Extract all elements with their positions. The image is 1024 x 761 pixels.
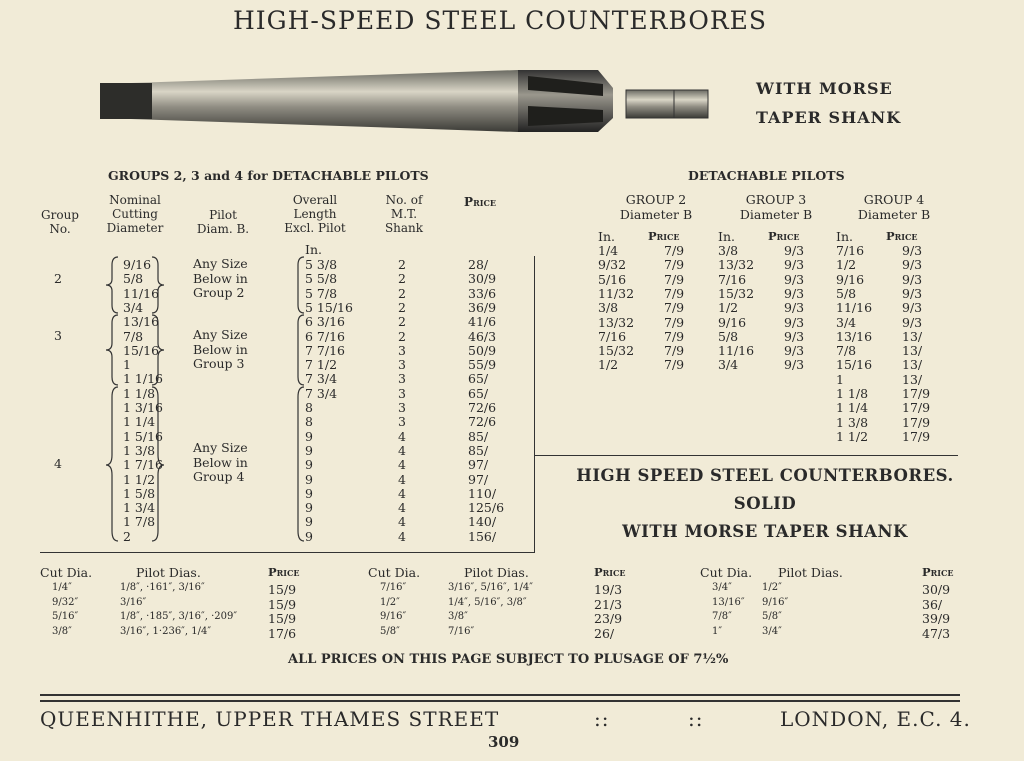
row-overall-length: 5 3/8 — [305, 257, 338, 272]
solid-title-2: SOLID — [733, 494, 797, 513]
pilot-diameter: 15/16 — [836, 357, 873, 373]
pilot-diameter: 15/32 — [598, 343, 635, 359]
row-price: 41/6 — [468, 314, 497, 330]
pilot-diameter: 9/32 — [598, 257, 627, 273]
pilot-price: 7/9 — [664, 271, 685, 287]
solid-pilot-diameters: 3/16″, 5/16″, 1/4″ — [448, 582, 533, 593]
col-header-nominal: Nominal Cutting Diameter — [106, 193, 164, 235]
row-shank-number: 2 — [398, 328, 406, 344]
detachable-pilot — [626, 90, 708, 118]
row-price: 65/ — [468, 385, 489, 401]
solid-header-pilot: Pilot Dias. — [778, 565, 843, 580]
row-overall-length: 7 1/2 — [305, 357, 338, 373]
row-cutting-diameter: 15/16 — [123, 342, 160, 358]
pilot-diameter: 9/16 — [718, 314, 747, 330]
solid-pilot-diameters: 1/2″ — [762, 582, 782, 593]
group-label-3: 3 — [54, 328, 62, 343]
pilot-price: 13/ — [902, 357, 923, 373]
solid-cut-diameter: 7/16″ — [380, 582, 407, 593]
pilot-diameter: 5/16 — [598, 271, 627, 287]
page-number: 309 — [488, 733, 520, 751]
row-overall-length: 9 — [305, 485, 313, 501]
row-cutting-diameter: 3/4 — [123, 299, 144, 315]
footer-address: QUEENHITHE, UPPER THAMES STREET — [40, 707, 500, 731]
col-header-overall: Overall Length Excl. Pilot — [284, 193, 346, 235]
row-overall-length: 5 7/8 — [305, 285, 338, 301]
group-label-4: 4 — [54, 456, 62, 471]
solid-price: 19/3 — [594, 582, 623, 597]
solid-price: 39/9 — [922, 611, 951, 627]
pilot-diameter: 3/8 — [598, 300, 619, 316]
row-overall-length: 5 5/8 — [305, 271, 338, 287]
pilot-price: 9/3 — [902, 285, 923, 301]
pilot-diameter: 9/16 — [836, 271, 865, 287]
shank-tang — [100, 83, 152, 119]
solid-price: 26/ — [594, 625, 615, 641]
pilot-price: 9/3 — [784, 285, 805, 301]
row-shank-number: 3 — [398, 371, 406, 387]
solid-cut-diameter: 7/8″ — [712, 611, 732, 623]
row-shank-number: 4 — [398, 457, 406, 473]
solid-price: 15/9 — [268, 582, 297, 597]
pilot-diameter: 1 1/8 — [836, 386, 869, 401]
row-shank-number: 4 — [398, 528, 406, 544]
pilot-diameter: 7/8 — [836, 343, 857, 359]
solid-price: 15/9 — [268, 596, 297, 612]
solid-price: 30/9 — [922, 582, 951, 597]
pilot-diameter: 1 — [836, 371, 844, 387]
row-cutting-diameter: 1 1/4 — [123, 414, 156, 430]
row-overall-length: 9 — [305, 528, 313, 544]
pilot-diameter: 1/4 — [598, 243, 619, 258]
row-price: 97/ — [468, 457, 489, 473]
row-shank-number: 4 — [398, 442, 406, 458]
pilot-price: 7/9 — [664, 243, 685, 258]
solid-header-price: Price — [922, 565, 954, 579]
pilot-price: 9/3 — [784, 343, 805, 359]
pilot-diameter: 13/32 — [718, 257, 755, 273]
row-cutting-diameter: 1 1/8 — [123, 385, 156, 401]
row-cutting-diameter: 11/16 — [123, 285, 160, 301]
row-shank-number: 3 — [398, 357, 406, 373]
row-shank-number: 2 — [398, 271, 406, 287]
pilot-price: 7/9 — [664, 343, 685, 359]
row-price: 30/9 — [468, 271, 497, 287]
row-price: 97/ — [468, 471, 489, 487]
solid-pilot-diameters: 1/8″, ·161″, 3/16″ — [120, 582, 205, 593]
page-title: HIGH-SPEED STEEL COUNTERBORES — [232, 6, 768, 35]
pilot-group-subtitle: Diameter B — [857, 207, 931, 222]
counterbore-illustration — [98, 66, 718, 138]
pilot-diameter: 5/8 — [836, 285, 857, 301]
pilot-price-header: Price — [768, 229, 800, 243]
row-shank-number: 2 — [398, 257, 406, 272]
row-shank-number: 2 — [398, 299, 406, 315]
solid-cut-diameter: 9/16″ — [380, 611, 407, 623]
pilot-diameter: 1/2 — [598, 357, 619, 373]
row-overall-length: 9 — [305, 428, 313, 444]
solid-cut-diameter: 1″ — [712, 625, 723, 637]
solid-price: 23/9 — [594, 611, 623, 627]
row-price: 65/ — [468, 371, 489, 387]
row-shank-number: 3 — [398, 414, 406, 430]
row-overall-length: 9 — [305, 442, 313, 458]
solid-cut-diameter: 9/32″ — [52, 596, 79, 608]
row-overall-length: 8 — [305, 414, 313, 430]
solid-price: 15/9 — [268, 611, 297, 627]
row-cutting-diameter: 1 7/8 — [123, 514, 156, 530]
solid-header-pilot: Pilot Dias. — [464, 565, 529, 580]
solid-pilot-diameters: 9/16″ — [762, 596, 789, 608]
row-price: 55/9 — [468, 357, 497, 373]
pilot-diameter: 1 1/4 — [836, 400, 869, 416]
group-label-2: 2 — [54, 271, 62, 286]
table-divider-vertical — [534, 256, 535, 552]
row-price: 85/ — [468, 442, 489, 458]
row-cutting-diameter: 1 3/8 — [123, 442, 156, 458]
row-cutting-diameter: 13/16 — [123, 314, 160, 330]
solid-header-cut: Cut Dia. — [700, 565, 753, 580]
row-shank-number: 4 — [398, 514, 406, 530]
pilot-diameter: 7/16 — [598, 328, 627, 344]
pilot-group-title: GROUP 3 — [745, 192, 807, 207]
row-shank-number: 3 — [398, 400, 406, 415]
row-price: 110/ — [468, 485, 497, 501]
pilot-price-header: Price — [886, 229, 918, 243]
inch-unit: In. — [305, 242, 322, 257]
solid-pilot-diameters: 7/16″ — [448, 625, 475, 637]
pilot-diameter: 3/4 — [718, 357, 739, 373]
solid-cut-diameter: 5/8″ — [380, 625, 400, 637]
pilot-diameter: 1 3/8 — [836, 414, 869, 430]
pilot-price: 9/3 — [784, 243, 805, 258]
col-header-price: Price — [464, 195, 496, 209]
pilot-price: 9/3 — [784, 357, 805, 373]
pilot-group-title: GROUP 4 — [863, 192, 925, 207]
solid-cut-diameter: 3/4″ — [712, 582, 732, 593]
pilot-diameter: 1/2 — [718, 300, 739, 316]
plusage-note: ALL PRICES ON THIS PAGE SUBJECT TO PLUSAGE OF 7½% — [288, 652, 729, 667]
pilot-price: 9/3 — [902, 300, 923, 316]
shank-caption-2: TAPER SHANK — [756, 108, 902, 127]
pilot-group-title: GROUP 2 — [625, 192, 687, 207]
pilot-price-header: Price — [648, 229, 680, 243]
row-price: 140/ — [468, 514, 497, 530]
row-price: 85/ — [468, 428, 489, 444]
pilot-diameter: 11/16 — [718, 343, 755, 359]
row-price: 28/ — [468, 257, 489, 272]
pilot-diameter: 1/2 — [836, 257, 857, 273]
footer-rule-2 — [40, 700, 960, 702]
row-price: 72/6 — [468, 414, 497, 430]
row-cutting-diameter: 1 1/16 — [123, 371, 163, 387]
row-cutting-diameter: 7/8 — [123, 328, 144, 344]
pilot-price: 9/3 — [902, 271, 923, 287]
solid-pilot-diameters: 1/4″, 5/16″, 3/8″ — [448, 596, 527, 608]
row-cutting-diameter: 1 5/8 — [123, 485, 156, 501]
solid-cut-diameter: 5/16″ — [52, 611, 79, 623]
pilot-diameter: 1 1/2 — [836, 428, 869, 444]
taper-shank — [102, 70, 518, 132]
row-overall-length: 9 — [305, 500, 313, 516]
col-header-pilot: Pilot Diam. B. — [196, 208, 250, 236]
pilot-diameter: 15/32 — [718, 285, 755, 301]
solid-price: 47/3 — [922, 625, 951, 641]
solid-cut-diameter: 3/8″ — [52, 625, 72, 637]
pilot-price: 7/9 — [664, 314, 685, 330]
row-price: 36/9 — [468, 299, 497, 315]
pilot-price: 7/9 — [664, 328, 685, 344]
solid-price: 36/ — [922, 596, 943, 612]
solid-pilot-diameters: 1/8″, ·185″, 3/16″, ·209″ — [120, 611, 238, 623]
footer-city: LONDON, E.C. 4. — [780, 707, 971, 731]
pilot-price: 17/9 — [902, 414, 931, 430]
pilot-price: 9/3 — [784, 271, 805, 287]
solid-cut-diameter: 1/2″ — [380, 596, 400, 608]
pilot-price: 13/ — [902, 328, 923, 344]
solid-box-top — [534, 455, 958, 456]
solid-cut-diameter: 1/4″ — [52, 582, 72, 593]
row-cutting-diameter: 2 — [123, 528, 131, 544]
row-overall-length: 6 7/16 — [305, 328, 345, 344]
row-cutting-diameter: 1 5/16 — [123, 428, 163, 444]
row-overall-length: 9 — [305, 471, 313, 487]
pilot-price: 9/3 — [784, 328, 805, 344]
row-shank-number: 4 — [398, 500, 406, 516]
row-cutting-diameter: 1 3/4 — [123, 500, 156, 516]
solid-header-cut: Cut Dia. — [368, 565, 421, 580]
pilot-diameter: 13/32 — [598, 314, 635, 330]
row-cutting-diameter: 1 1/2 — [123, 471, 156, 487]
pilot-note-group-2: Any Size Below in Group 2 — [193, 256, 248, 300]
pilot-diameter: 11/32 — [598, 285, 635, 301]
table-divider-bottom — [40, 552, 535, 553]
pilot-price: 9/3 — [784, 257, 805, 273]
row-overall-length: 7 3/4 — [305, 371, 338, 387]
row-overall-length: 5 15/16 — [305, 299, 353, 315]
row-shank-number: 3 — [398, 385, 406, 401]
row-overall-length: 7 7/16 — [305, 342, 345, 358]
solid-pilot-diameters: 3/16″ — [120, 596, 147, 608]
groups-heading: GROUPS 2, 3 and 4 for DETACHABLE PILOTS — [108, 168, 429, 183]
row-shank-number: 4 — [398, 485, 406, 501]
pilot-diameter: 3/4 — [836, 314, 857, 330]
pilot-note-group-4: Any Size Below in Group 4 — [193, 440, 248, 484]
row-cutting-diameter: 1 3/16 — [123, 400, 163, 415]
pilot-price: 9/3 — [902, 257, 923, 273]
pilot-price: 17/9 — [902, 400, 931, 416]
solid-header-cut: Cut Dia. — [40, 565, 93, 580]
pilot-unit-header: In. — [598, 229, 615, 244]
pilot-unit-header: In. — [836, 229, 853, 244]
pilot-group-subtitle: Diameter B — [739, 207, 813, 222]
pilot-diameter: 5/8 — [718, 328, 739, 344]
solid-pilot-diameters: 3/4″ — [762, 625, 782, 637]
pilot-diameter: 3/8 — [718, 243, 739, 258]
col-header-shank: No. of M.T. Shank — [384, 193, 424, 235]
solid-title-1: HIGH SPEED STEEL COUNTERBORES. — [576, 466, 954, 485]
row-overall-length: 9 — [305, 514, 313, 530]
footer-rule-1 — [40, 694, 960, 696]
pilot-price: 7/9 — [664, 357, 685, 373]
pilot-price: 9/3 — [902, 314, 923, 330]
row-overall-length: 6 3/16 — [305, 314, 345, 330]
pilot-note-group-3: Any Size Below in Group 3 — [193, 327, 248, 371]
solid-pilot-diameters: 3/16″, 1·236″, 1/4″ — [120, 625, 212, 637]
row-price: 156/ — [468, 528, 497, 544]
shank-caption-1: WITH MORSE — [756, 79, 893, 98]
pilot-price: 7/9 — [664, 285, 685, 301]
solid-header-price: Price — [594, 565, 626, 579]
pilot-price: 9/3 — [784, 300, 805, 316]
solid-title-3: WITH MORSE TAPER SHANK — [622, 522, 908, 541]
pilot-price: 17/9 — [902, 386, 931, 401]
col-header-group: Group No. — [41, 208, 79, 236]
pilot-group-subtitle: Diameter B — [619, 207, 693, 222]
pilot-price: 7/9 — [664, 300, 685, 316]
row-price: 46/3 — [468, 328, 497, 344]
pilot-price: 13/ — [902, 371, 923, 387]
solid-price: 17/6 — [268, 625, 297, 641]
pilot-unit-header: In. — [718, 229, 735, 244]
row-overall-length: 9 — [305, 457, 313, 473]
pilot-price: 9/3 — [902, 243, 923, 258]
pilot-price: 13/ — [902, 343, 923, 359]
row-shank-number: 2 — [398, 314, 406, 330]
pilots-heading: DETACHABLE PILOTS — [688, 168, 845, 183]
solid-header-price: Price — [268, 565, 300, 579]
pilot-diameter: 7/16 — [718, 271, 747, 287]
row-cutting-diameter: 5/8 — [123, 271, 144, 287]
row-shank-number: 4 — [398, 428, 406, 444]
row-price: 72/6 — [468, 400, 497, 415]
solid-header-pilot: Pilot Dias. — [136, 565, 201, 580]
row-price: 33/6 — [468, 285, 497, 301]
row-shank-number: 4 — [398, 471, 406, 487]
row-overall-length: 8 — [305, 400, 313, 415]
row-price: 125/6 — [468, 500, 505, 516]
row-shank-number: 3 — [398, 342, 406, 358]
solid-cut-diameter: 13/16″ — [712, 596, 745, 608]
solid-pilot-diameters: 3/8″ — [448, 611, 468, 623]
pilot-price: 17/9 — [902, 428, 931, 444]
row-cutting-diameter: 1 — [123, 357, 131, 373]
row-overall-length: 7 3/4 — [305, 385, 338, 401]
row-price: 50/9 — [468, 342, 497, 358]
pilot-price: 9/3 — [784, 314, 805, 330]
pilot-diameter: 7/16 — [836, 243, 865, 258]
solid-price: 21/3 — [594, 596, 623, 612]
footer-separator-1: :: — [594, 707, 610, 731]
row-shank-number: 2 — [398, 285, 406, 301]
footer-separator-2: :: — [688, 707, 704, 731]
row-cutting-diameter: 9/16 — [123, 257, 152, 272]
pilot-diameter: 13/16 — [836, 328, 873, 344]
pilot-diameter: 11/16 — [836, 300, 873, 316]
row-cutting-diameter: 1 7/16 — [123, 457, 163, 473]
solid-pilot-diameters: 5/8″ — [762, 611, 782, 623]
pilot-price: 7/9 — [664, 257, 685, 273]
